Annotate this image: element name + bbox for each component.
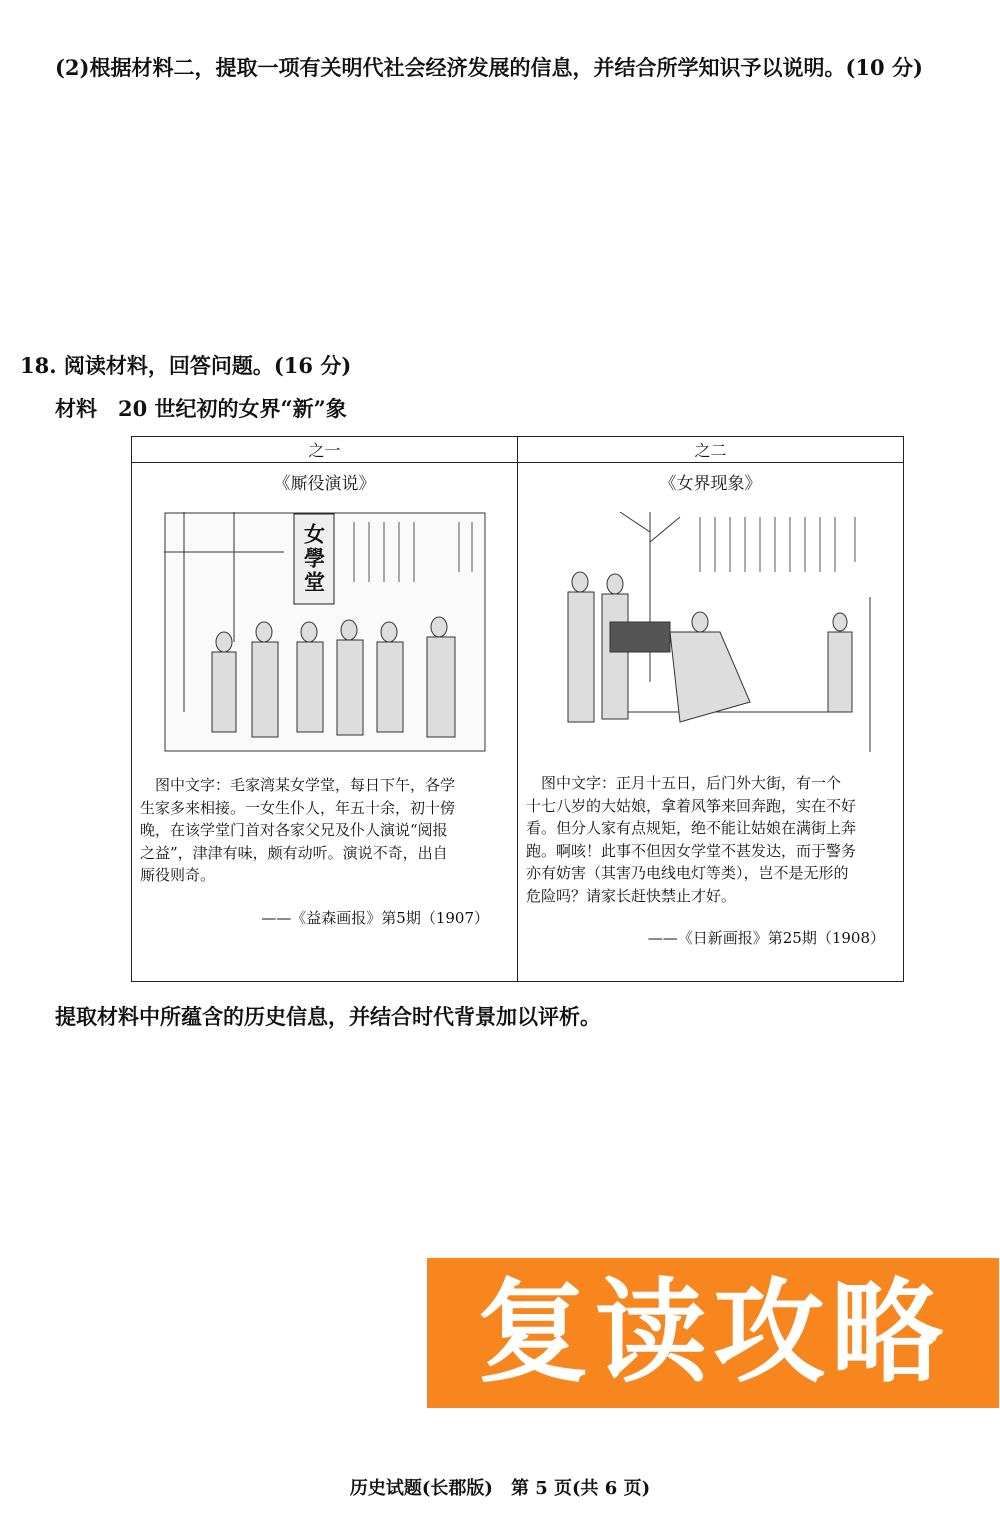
caption-line: 亦有妨害（其害乃电线电灯等类），岂不是无形的	[526, 864, 849, 882]
caption-line: 图中文字：正月十五日，后门外大街，有一个	[526, 774, 842, 792]
question-18-title: 18. 阅读材料，回答问题。(16 分)	[20, 353, 352, 378]
caption-line: 危险吗？请家长赶快禁止才好。	[526, 886, 737, 905]
caption-line: 厮役则奇。	[140, 866, 216, 884]
illustration-wrapper-1	[164, 512, 486, 752]
material-cell-2	[518, 463, 904, 982]
column-header-2: 之二	[518, 437, 904, 463]
caption-line: 图中文字：毛家湾某女学堂，每日下午，各学	[140, 776, 456, 794]
source-citation-2: ——《日新画报》第25期（1908）	[647, 929, 885, 947]
material-cell-1	[132, 463, 518, 982]
caption-line: 之益”，津津有味，颇有动听。演说不奇，出自	[140, 843, 448, 862]
caption-line: 十七八岁的大姑娘，拿着风筝来回奔跑，实在不好	[526, 796, 857, 815]
question-18-prompt: 提取材料中所蕴含的历史信息，并结合时代背景加以评析。	[55, 1004, 601, 1029]
question-17-2: (2)根据材料二，提取一项有关明代社会经济发展的信息，并结合所学知识予以说明。(10 分)	[55, 55, 923, 80]
material-label: 材料 20 世纪初的女界“新”象	[55, 396, 347, 421]
illustration-wrapper-2	[550, 512, 872, 752]
watermark-logo: 复读攻略	[427, 1258, 999, 1408]
caption-line: 跑。啊咳！此事不但因女学堂不甚发达，而于警务	[526, 841, 857, 860]
source-citation-1: ——《益森画报》第5期（1907）	[261, 908, 489, 927]
caption-line: 晚，在该学堂门首对各家父兄及仆人演说“阅报	[140, 821, 448, 839]
school-sign-text: 女學堂	[301, 523, 326, 595]
page-footer: 历史试题(长郡版) 第 5 页(共 6 页)	[349, 1478, 651, 1499]
caption-line: 生家多来相接。一女生仆人，年五十余，初十傍	[140, 798, 456, 817]
material-table	[131, 436, 904, 982]
picture-title-2: 《女界现象》	[659, 474, 762, 494]
caption-line: 看。但分人家有点规矩，绝不能让姑娘在满街上奔	[526, 819, 857, 837]
illustration-girl-with-kite	[550, 512, 872, 752]
picture-title-1: 《厮役演说》	[273, 474, 376, 494]
column-header-1: 之一	[132, 437, 518, 463]
